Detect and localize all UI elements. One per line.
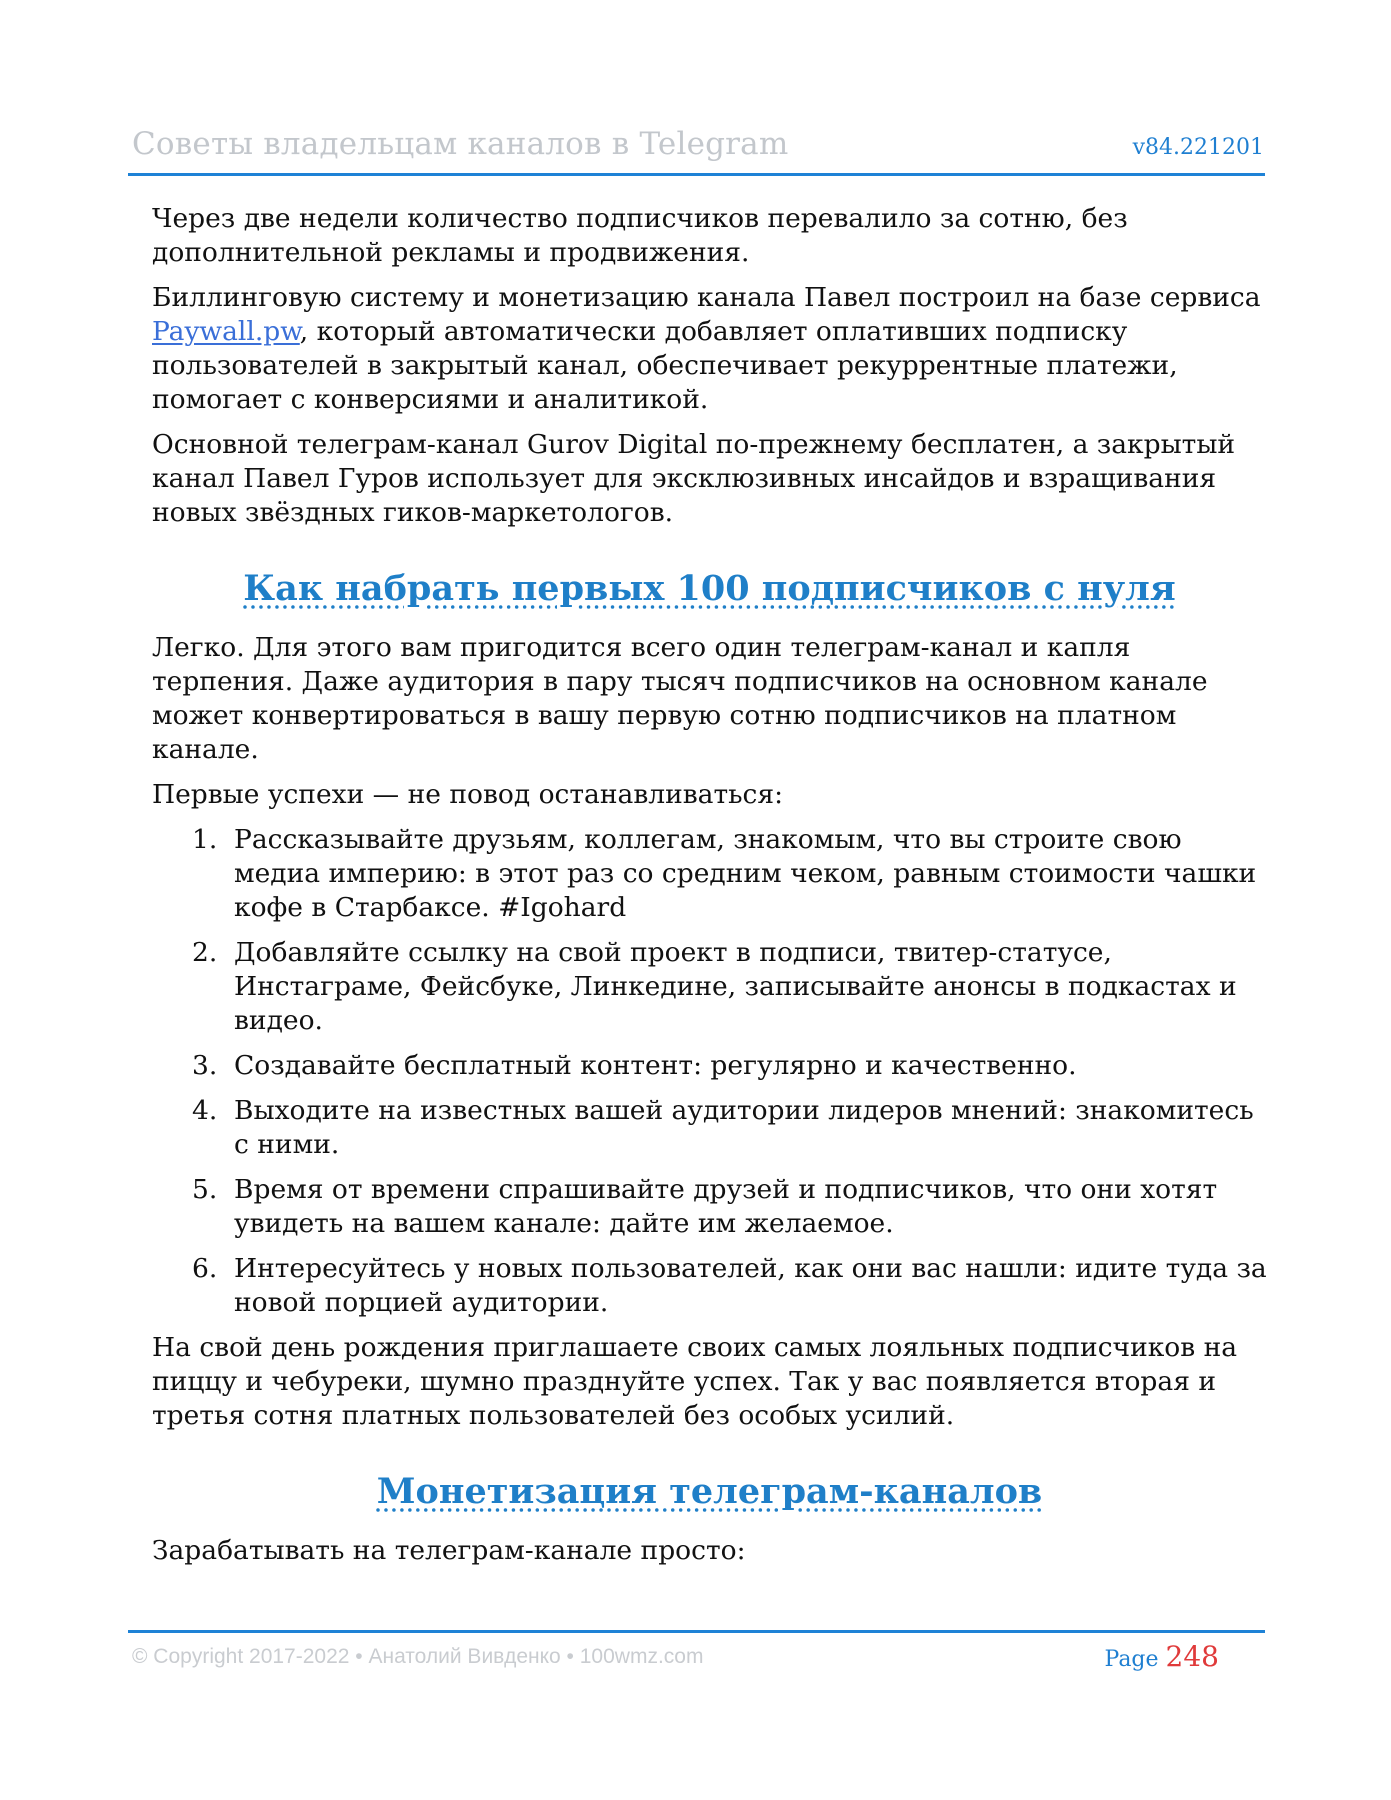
paragraph-billing-text-start: Биллинговую систему и монетизацию канала Павел построил на базе сервиса [152,282,1261,313]
page-label: Page [1104,1647,1159,1672]
list-item-text: Выходите на известных вашей аудитории лидеров мнений: знакомитесь с ними. [234,1095,1254,1160]
paragraph-birthday: На свой день рождения приглашаете своих самых лояльных подписчиков на пиццу и чебуреки, шумно празднуйте успех. Так у вас появляется вторая и третья сотня платных пользователей без особых усилий. [152,1332,1238,1431]
paragraph-billing [152,281,1267,417]
list-item-text: Создавайте бесплатный контент: регулярно и качественно. [234,1050,1077,1081]
list-item-number: 3. [192,1050,218,1081]
header-version: v84.221201 [1132,135,1264,160]
list-item-text: Время от времени спрашивайте друзей и подписчиков, что они хотят увидеть на вашем канале: дайте им желаемое. [234,1174,1218,1239]
list-item-number: 1. [192,824,218,855]
paragraph-subscribers-growth: Через две недели количество подписчиков перевалило за сотню, без дополнительной рекламы и продвижения. [152,203,1128,268]
page-content [152,202,1267,1568]
list-item [152,1173,1267,1241]
paragraph-easy: Легко. Для этого вам пригодится всего один телеграм-канал и капля терпения. Даже аудитория в пару тысяч подписчиков на основном канале может конвертироваться в вашу первую сотню подписчиков на платном канале. [152,632,1208,765]
list-item [152,823,1267,925]
list-item-number: 5. [192,1174,218,1205]
list-item [152,1094,1267,1162]
paragraph-billing-text-end: , который автоматически добавляет оплативших подписку пользователей в закрытый канал, обеспечивает рекуррентные платежи, помогает с конверсиями и аналитикой. [152,316,1178,415]
list-item-number: 2. [192,937,218,968]
paragraph-earn: Зарабатывать на телеграм-канале просто: [152,1535,746,1566]
list-item-number: 6. [192,1253,218,1284]
list-item [152,1049,1267,1083]
section-heading-monetization[interactable]: Монетизация телеграм-каналов [376,1471,1043,1512]
tips-list [152,823,1267,1320]
list-item-text: Добавляйте ссылку на свой проект в подписи, твитер-статусе, Инстаграме, Фейсбуке, Линкедине, записывайте анонсы в подкастах и видео. [234,937,1237,1036]
list-item [152,936,1267,1038]
list-item [152,1252,1267,1320]
footer-copyright: © Copyright 2017-2022 • Анатолий Вивденко • 100wmz.com [132,1645,704,1668]
footer-divider [128,1630,1265,1633]
paywall-link[interactable]: Paywall.pw [152,316,300,347]
header-title: Советы владельцам каналов в Telegram [132,126,789,162]
list-item-text: Рассказывайте друзьям, коллегам, знакомым, что вы строите свою медиа империю: в этот раз со средним чеком, равным стоимости чашки кофе в Старбаксе. #Igohard [234,824,1257,923]
paragraph-first-success: Первые успехи — не повод останавливаться: [152,779,784,810]
list-item-text: Интересуйтесь у новых пользователей, как они вас нашли: идите туда за новой порцией аудитории. [234,1253,1267,1318]
section-heading-first-100[interactable]: Как набрать первых 100 подписчиков с нуля [243,568,1176,609]
list-item-number: 4. [192,1095,218,1126]
page-number: 248 [1165,1640,1219,1673]
footer-page-indicator [1105,1640,1220,1673]
paragraph-main-channel: Основной телеграм-канал Gurov Digital по-прежнему бесплатен, а закрытый канал Павел Гуров использует для эксклюзивных инсайдов и взращивания новых звёздных гиков-маркетологов. [152,429,1236,528]
header-divider [128,173,1265,176]
